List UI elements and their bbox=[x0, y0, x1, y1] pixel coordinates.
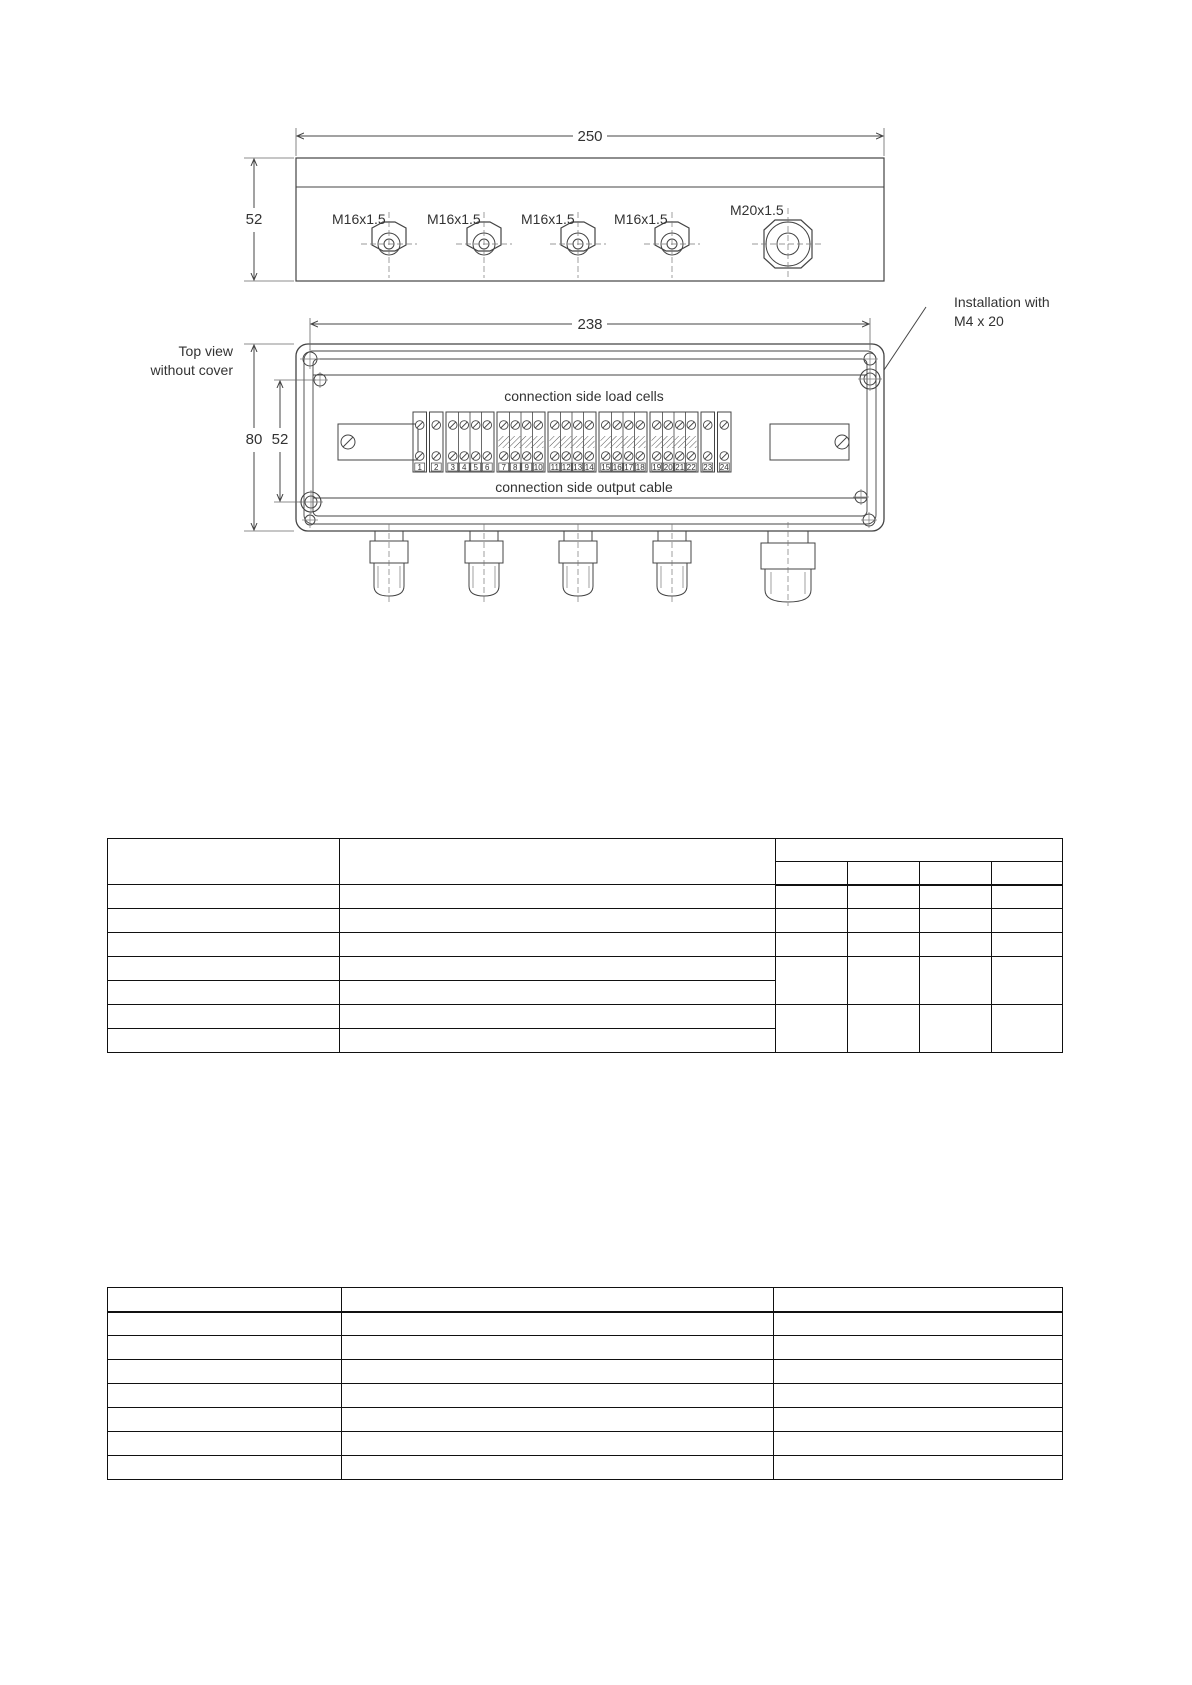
installation-leader-line bbox=[884, 307, 926, 370]
terminal-number: 19 bbox=[652, 463, 662, 472]
table-row bbox=[108, 1312, 1063, 1336]
terminal-number: 9 bbox=[524, 463, 529, 472]
terminal-number: 6 bbox=[485, 463, 490, 472]
load-cells-side-label: connection side load cells bbox=[504, 388, 664, 404]
terminal-number: 13 bbox=[573, 463, 583, 472]
table-row bbox=[108, 1432, 1063, 1456]
bottom-gland-1 bbox=[370, 524, 408, 604]
table-2-header-row bbox=[108, 1288, 1063, 1312]
table-1 bbox=[107, 838, 1063, 1053]
terminal-number: 5 bbox=[473, 463, 478, 472]
terminal-number: 24 bbox=[719, 463, 729, 472]
terminal-number: 21 bbox=[675, 463, 685, 472]
width-dimension-label: 250 bbox=[577, 128, 603, 145]
terminal-number: 18 bbox=[635, 463, 645, 472]
terminal-number: 10 bbox=[533, 463, 543, 472]
installation-label-line2: M4 x 20 bbox=[954, 313, 1004, 329]
outer-height-dimension-label: 80 bbox=[245, 431, 263, 448]
terminal-number: 3 bbox=[450, 463, 455, 472]
gland-5-label: M20x1.5 bbox=[730, 202, 784, 218]
table-row bbox=[108, 1336, 1063, 1360]
terminal-number: 2 bbox=[434, 463, 439, 472]
installation-label-line1: Installation with bbox=[954, 294, 1050, 310]
table-row bbox=[108, 1005, 1063, 1029]
terminal-number: 11 bbox=[550, 463, 559, 472]
table-2 bbox=[107, 1287, 1063, 1480]
gland-1 bbox=[332, 211, 417, 278]
table-1-sub-header bbox=[848, 862, 920, 885]
table-row bbox=[108, 933, 1063, 957]
terminal-number: 16 bbox=[612, 463, 622, 472]
gland-2 bbox=[427, 211, 512, 278]
height-dimension-label: 52 bbox=[245, 211, 263, 228]
corner-hole-bottom-left-inner bbox=[299, 490, 323, 514]
top-view-caption-line1: Top view bbox=[178, 343, 233, 359]
side-view bbox=[244, 128, 884, 281]
table-row bbox=[108, 1456, 1063, 1480]
table-1-sub-header bbox=[776, 862, 848, 885]
table-row bbox=[108, 909, 1063, 933]
top-view bbox=[150, 294, 1050, 606]
terminal-number: 1 bbox=[417, 463, 422, 472]
terminal-number: 22 bbox=[686, 463, 696, 472]
gland-2-label: M16x1.5 bbox=[427, 211, 481, 227]
gland-4 bbox=[614, 211, 700, 278]
bottom-gland-3 bbox=[559, 524, 597, 604]
table-row bbox=[108, 957, 1063, 981]
table-row bbox=[108, 885, 1063, 909]
terminal-number: 15 bbox=[601, 463, 611, 472]
gland-3-label: M16x1.5 bbox=[521, 211, 575, 227]
table-1-header-cell-1 bbox=[108, 839, 340, 885]
corner-hole-top-left bbox=[300, 349, 320, 369]
table-row bbox=[108, 1408, 1063, 1432]
bottom-gland-4 bbox=[653, 524, 691, 604]
gland-4-label: M16x1.5 bbox=[614, 211, 668, 227]
terminal-block bbox=[413, 412, 731, 472]
terminal-number: 8 bbox=[513, 463, 518, 472]
gland-3 bbox=[521, 211, 606, 278]
table-row bbox=[108, 1360, 1063, 1384]
output-cable-side-label: connection side output cable bbox=[495, 479, 673, 495]
bottom-gland-2 bbox=[465, 524, 503, 604]
terminal-number: 20 bbox=[663, 463, 673, 472]
installation-hole-top-right bbox=[858, 367, 882, 391]
top-view-caption-line2: without cover bbox=[150, 362, 233, 378]
table-1-sub-header bbox=[920, 862, 992, 885]
terminal-number: 12 bbox=[561, 463, 571, 472]
hole-span-dimension-label: 238 bbox=[577, 316, 603, 333]
table-1-header-cell-2 bbox=[340, 839, 776, 885]
table-1-group-header bbox=[776, 839, 1063, 862]
terminal-number: 4 bbox=[462, 463, 467, 472]
inner-height-dimension-label: 52 bbox=[271, 431, 289, 448]
terminal-number: 17 bbox=[624, 463, 634, 472]
table-1-sub-header bbox=[992, 862, 1063, 885]
corner-hole-bottom-right bbox=[861, 512, 877, 528]
terminal-number: 7 bbox=[501, 463, 506, 472]
bottom-gland-5 bbox=[761, 522, 815, 606]
gland-1-label: M16x1.5 bbox=[332, 211, 386, 227]
terminal-number: 23 bbox=[703, 463, 713, 472]
table-row bbox=[108, 1384, 1063, 1408]
gland-5 bbox=[730, 202, 824, 280]
terminal-number: 14 bbox=[584, 463, 594, 472]
